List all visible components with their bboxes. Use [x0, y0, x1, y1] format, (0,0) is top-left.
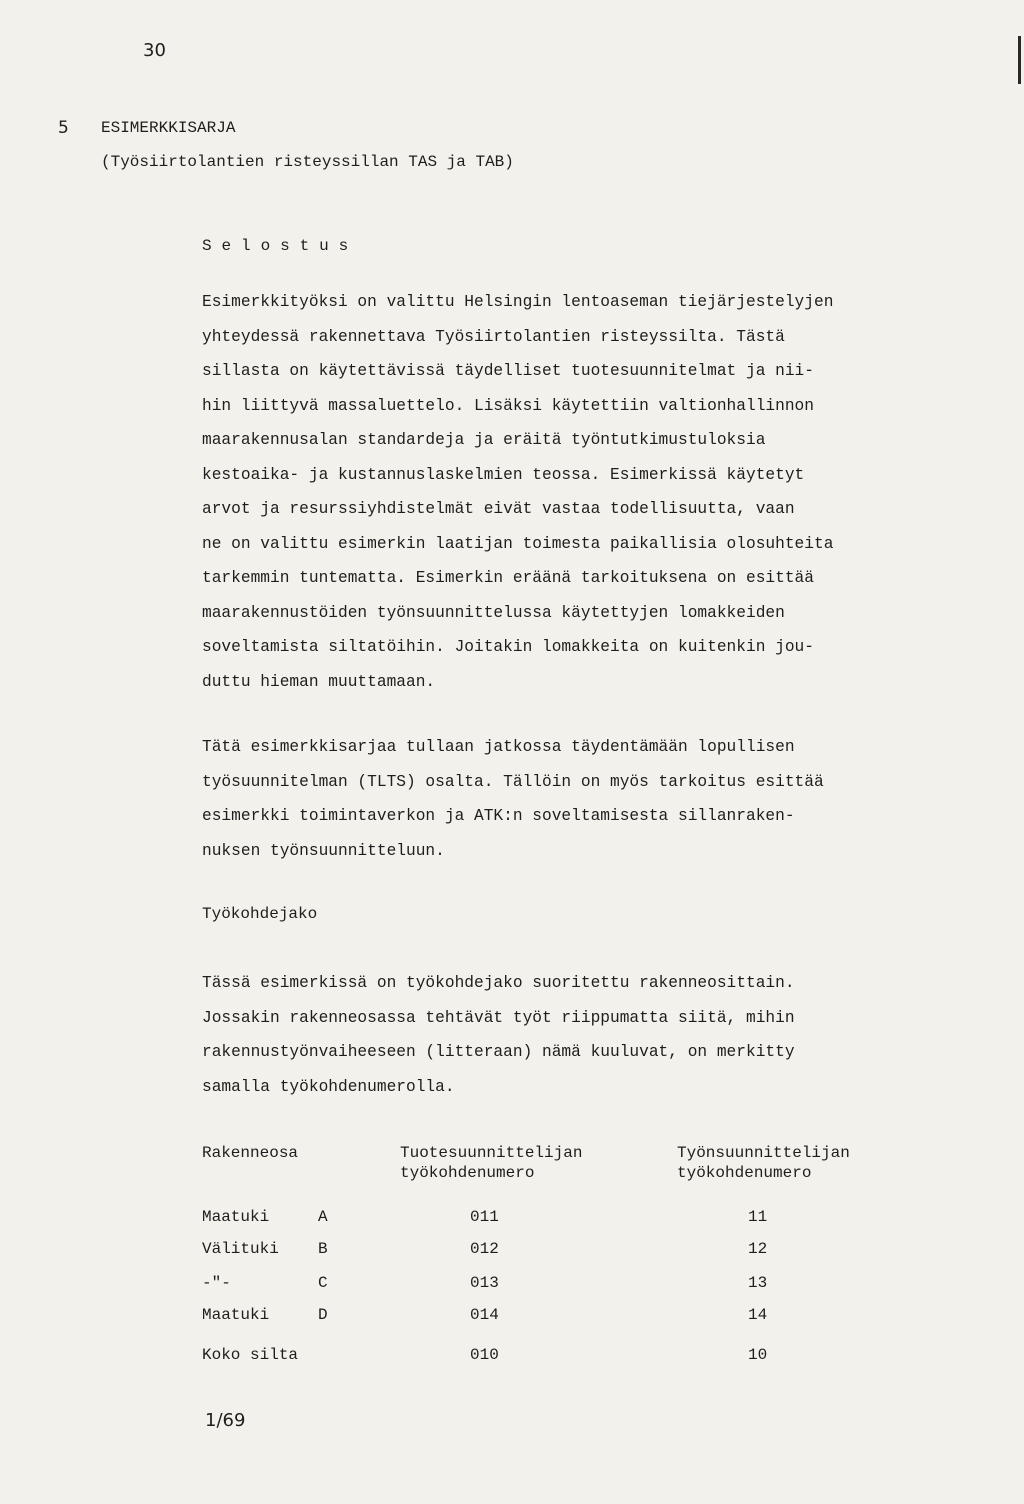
text-line: yhteydessä rakennettava Työsiirtolantien risteyssilta. Tästä	[202, 327, 785, 346]
text-line: soveltamista siltatöihin. Joitakin lomakkeita on kuitenkin jou-	[202, 638, 814, 656]
text-line: maarakennusalan standardeja ja eräitä työntutkimustuloksia	[202, 431, 766, 449]
table-row	[0, 1208, 1024, 1238]
paragraph-continuation	[202, 730, 962, 868]
text-line: Jossakin rakenneosassa tehtävät työt riippumatta siitä, mihin	[202, 1008, 795, 1027]
paragraph-tyokohdejako	[202, 966, 962, 1104]
section-title: ESIMERKKISARJA	[101, 119, 236, 137]
text-line: maarakennustöiden työnsuunnittelussa käytettyjen lomakkeiden	[202, 603, 785, 622]
section-subtitle: (Työsiirtolantien risteyssillan TAS ja TAB)	[101, 153, 514, 171]
table-header-line: työkohdenumero	[677, 1164, 812, 1182]
subheading-tyokohdejako: Työkohdejako	[202, 905, 318, 923]
text-line: esimerkki toimintaverkon ja ATK:n soveltamisesta sillanraken-	[202, 807, 795, 825]
table-row	[0, 1306, 1024, 1336]
text-line: arvot ja resurssiyhdistelmät eivät vastaa todellisuutta, vaan	[202, 500, 795, 518]
table-row	[0, 1274, 1024, 1304]
table-header-line: Työnsuunnittelijan	[677, 1144, 850, 1162]
table-row	[0, 1346, 1024, 1376]
text-line: tarkemmin tuntematta. Esimerkin eräänä tarkoituksena on esittää	[202, 569, 814, 587]
cell-product-no: 010	[470, 1346, 499, 1364]
cell-work-no: 13	[748, 1274, 768, 1292]
cell-product-no: 012	[470, 1240, 499, 1258]
cell-work-no: 11	[748, 1208, 768, 1226]
text-line: rakennustyönvaiheeseen (litteraan) nämä kuuluvat, on merkitty	[202, 1043, 795, 1061]
cell-work-no: 12	[748, 1240, 768, 1258]
text-line: samalla työkohdenumerolla.	[202, 1077, 455, 1096]
text-line: hin liittyvä massaluettelo. Lisäksi käytettiin valtionhallinnon	[202, 396, 814, 415]
cell-work-no: 14	[748, 1306, 768, 1324]
text-line: duttu hieman muuttamaan.	[202, 672, 436, 691]
heading-selostus: Selostus	[202, 237, 359, 255]
scan-edge-mark	[1018, 36, 1021, 84]
table-header-line: Tuotesuunnittelijan	[400, 1144, 583, 1162]
cell-name: Koko silta	[202, 1346, 299, 1364]
paragraph-intro	[202, 285, 962, 699]
text-line: nuksen työnsuunnitteluun.	[202, 841, 445, 860]
cell-product-no: 011	[470, 1208, 499, 1226]
cell-code: C	[318, 1274, 328, 1292]
cell-code: B	[318, 1240, 328, 1258]
text-line: sillasta on käytettävissä täydelliset tuotesuunnitelmat ja nii-	[202, 362, 814, 380]
text-line: kestoaika- ja kustannuslaskelmien teossa. Esimerkissä käytetyt	[202, 465, 805, 484]
cell-product-no: 014	[470, 1306, 499, 1324]
text-line: työsuunnitelman (TLTS) osalta. Tällöin on myös tarkoitus esittää	[202, 772, 824, 791]
cell-name: Välituki	[202, 1240, 279, 1258]
cell-work-no: 10	[748, 1346, 768, 1364]
text-line: Tätä esimerkkisarjaa tullaan jatkossa täydentämään lopullisen	[202, 738, 795, 756]
text-line: Esimerkkityöksi on valittu Helsingin lentoaseman tiejärjestelyjen	[202, 293, 834, 311]
table-row	[0, 1240, 1024, 1270]
cell-code: D	[318, 1306, 328, 1324]
page-number: 30	[143, 40, 166, 61]
cell-name: -"-	[202, 1274, 231, 1292]
text-line: Tässä esimerkissä on työkohdejako suoritettu rakenneosittain.	[202, 974, 795, 992]
section-number: 5	[58, 118, 69, 138]
table-header-work	[677, 1143, 850, 1183]
cell-code: A	[318, 1208, 328, 1226]
cell-product-no: 013	[470, 1274, 499, 1292]
table-header-line: työkohdenumero	[400, 1164, 535, 1182]
text-line: ne on valittu esimerkin laatijan toimesta paikallisia olosuhteita	[202, 534, 834, 553]
cell-name: Maatuki	[202, 1208, 270, 1226]
cell-name: Maatuki	[202, 1306, 270, 1324]
table-header-product	[400, 1143, 582, 1183]
table-header-rakenneosa: Rakenneosa	[202, 1144, 299, 1162]
sheet-number: 1/69	[205, 1410, 246, 1431]
